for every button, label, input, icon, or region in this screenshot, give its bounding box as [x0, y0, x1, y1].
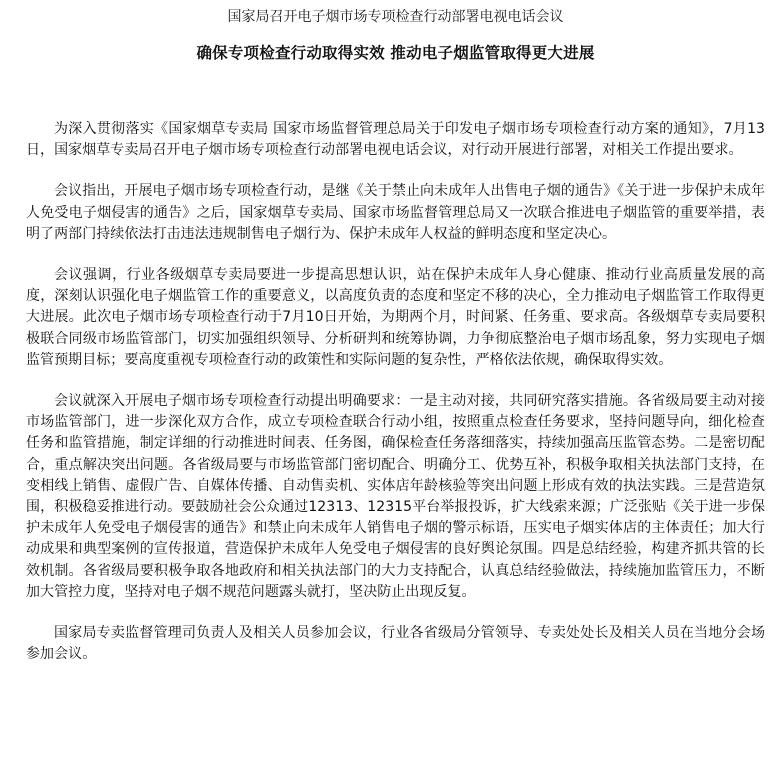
- paragraph-requirements: 会议就深入开展电子烟市场专项检查行动提出明确要求：一是主动对接，共同研究落实措施。各省级局要主动对接市场监管部门，进一步深化双方合作，成立专项检查联合行动小组，按照重点检查任务要求，坚持问题导向，细化检查任务和监管措施，制定详细的行动推进时间表、任务图，确保检查任务落细落实，持续加强高压监管态势。二是密切配合，重点解决突出问题。各省级局要与市场监管部门密切配合、明确分工、优势互补，积极争取相关执法部门支持，在变相线上销售、虚假广告、自媒体传播、自动售卖机、实体店年龄核验等突出问题上形成有效的执法实践。三是营造氛围，积极稳妥推进行动。要鼓励社会公众通过12313、12315平台举报投诉，扩大线索来源；广泛张贴《关于进一步保护未成年人免受电子烟侵害的通告》和禁止向未成年人销售电子烟的警示标语，压实电子烟实体店的主体责任；加大行动成果和典型案例的宣传报道，营造保护未成年人免受电子烟侵害的良好舆论氛围。四是总结经验，构建齐抓共管的长效机制。各省级局要积极争取各地政府和相关执法部门的大力支持配合，认真总结经验做法，持续施加监管压力，不断加大管控力度，坚持对电子烟不规范问题露头就打，坚决防止出现反复。: [26, 393, 765, 600]
- paragraph-attendees: 国家局专卖监督管理司负责人及相关人员参加会议，行业各省级局分管领导、专卖处处长及相关人员在当地分会场参加会议。: [26, 625, 765, 663]
- article-headline: 确保专项检查行动取得实效 推动电子烟监管取得更大进展: [196, 43, 595, 62]
- article-subtitle: 国家局召开电子烟市场专项检查行动部署电视电话会议: [227, 9, 564, 25]
- article-body: [26, 119, 765, 665]
- paragraph-meeting-emphasis: 会议强调，行业各级烟草专卖局要进一步提高思想认识，站在保护未成年人身心健康、推动行业高质量发展的高度，深刻认识强化电子烟监管工作的重要意义，以高度负责的态度和坚定不移的决心，全力推动电子烟监管工作取得更大进展。此次电子烟市场专项检查行动于7月10日开始，为期两个月，时间紧、任务重、要求高。各级烟草专卖局要积极联合同级市场监管部门，切实加强组织领导、分析研判和统筹协调，力争彻底整治电子烟市场乱象，努力实现电子烟监管预期目标；要高度重视专项检查行动的政策性和实际问题的复杂性，严格依法依规，确保取得实效。: [26, 267, 765, 368]
- paragraph-meeting-points: 会议指出，开展电子烟市场专项检查行动，是继《关于禁止向未成年人出售电子烟的通告》《关于进一步保护未成年人免受电子烟侵害的通告》之后，国家烟草专卖局、国家市场监督管理总局又一次联合推进电子烟监管的重要举措，表明了两部门持续依法打击违法违规制售电子烟行为、保护未成年人权益的鲜明态度和坚定决心。: [26, 183, 765, 242]
- paragraph-intro: 为深入贯彻落实《国家烟草专卖局 国家市场监督管理总局关于印发电子烟市场专项检查行动方案的通知》，7月13日，国家烟草专卖局召开电子烟市场专项检查行动部署电视电话会议，对行动开展进行部署，对相关工作提出要求。: [26, 121, 765, 159]
